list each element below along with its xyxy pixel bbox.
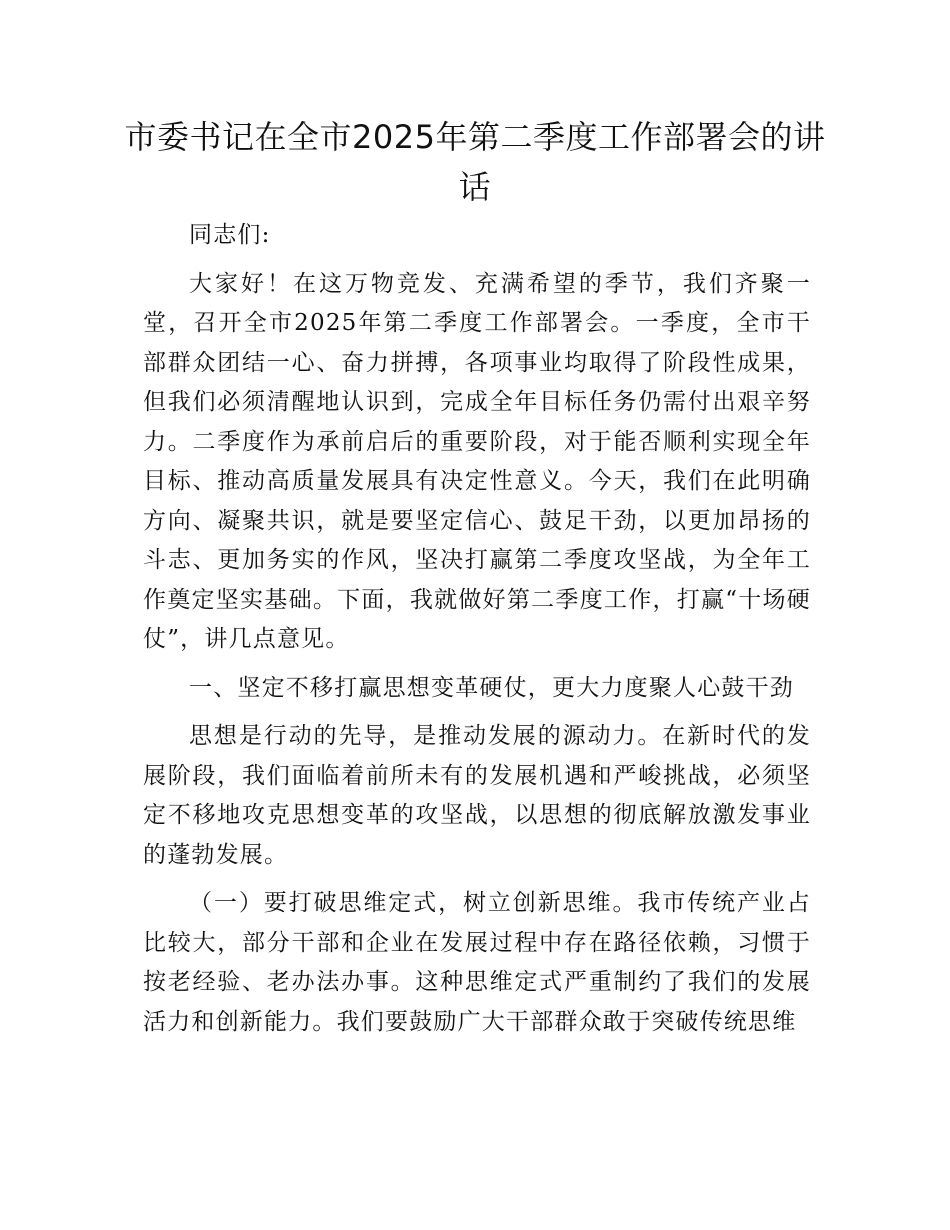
paragraph-opening: 大家好！在这万物竞发、充满希望的季节，我们齐聚一堂，召开全市2025年第二季度工作部署会。一季度，全市干部群众团结一心、奋力拼搏，各项事业均取得了阶段性成果，但我们必须清醒地认识到，完成全年目标任务仍需付出艰辛努力。二季度作为承前启后的重要阶段，对于能否顺利实现全年目标、推动高质量发展具有决定性意义。今天，我们在此明确方向、凝聚共识，就是要坚定信心、鼓足干劲，以更加昂扬的斗志、更加务实的作风，坚决打赢第二季度攻坚战，为全年工作奠定坚实基础。下面，我就做好第二季度工作，打赢“十场硬仗”，讲几点意见。 <box>143 270 811 652</box>
paragraph-subsection-1: （一）要打破思维定式，树立创新思维。我市传统产业占比较大，部分干部和企业在发展过程中存在路径依赖，习惯于按老经验、老办法办事。这种思维定式严重制约了我们的发展活力和创新能力。我们要鼓励广大干部群众敢于突破传统思维 <box>143 890 811 1035</box>
document-body <box>143 216 811 1051</box>
salutation: 同志们: <box>189 222 271 248</box>
document-title: 市委书记在全市2025年第二季度工作部署会的讲话 <box>124 118 826 206</box>
section-heading-1: 一、坚定不移打赢思想变革硬仗，更大力度聚人心鼓干劲 <box>189 674 794 701</box>
paragraph-section-1-intro: 思想是行动的先导，是推动发展的源动力。在新时代的发展阶段，我们面临着前所未有的发展机遇和严峻挑战，必须坚定不移地攻克思想变革的攻坚战，以思想的彻底解放激发事业的蓬勃发展。 <box>143 723 811 868</box>
